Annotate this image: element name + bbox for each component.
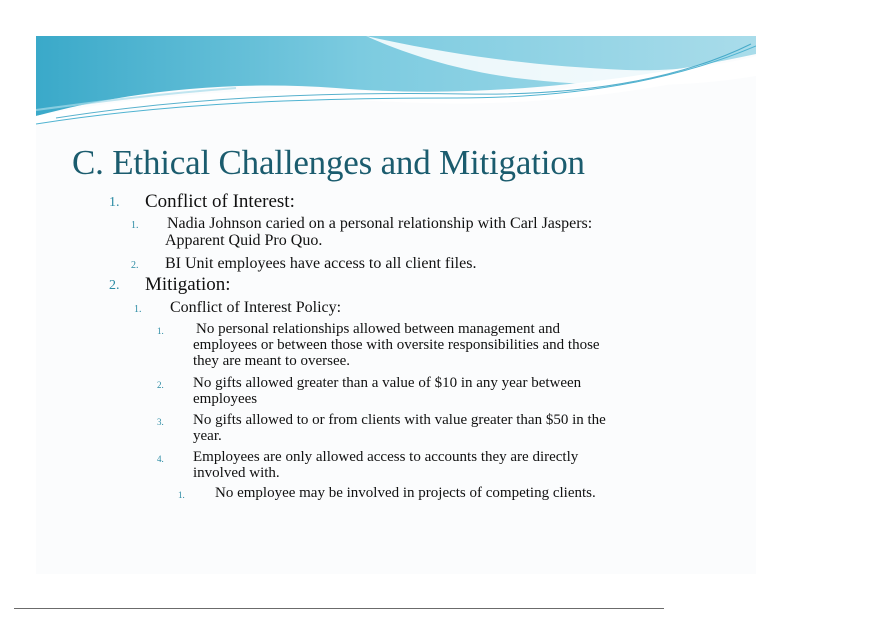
list-number: 2. [109,278,120,293]
list-item-text: No gifts allowed to or from clients with value greater than $50 in the year. [193,412,606,444]
list-number: 1. [157,326,164,336]
list-number: 3. [157,417,164,427]
list-number: 1. [134,304,142,315]
list-item-text: Employees are only allowed access to accounts they are directly involved with. [193,449,579,481]
list-number: 1. [109,195,120,210]
list-number: 1. [178,490,185,500]
list-item-text: Conflict of Interest: [145,191,295,212]
list-item-text: Mitigation: [145,274,231,295]
slide-title: C. Ethical Challenges and Mitigation [72,143,585,182]
list-number: 2. [131,260,139,271]
list-item-text: No personal relationships allowed between management and employees or between those with oversite responsibilities and those they are meant to oversee. [193,321,600,369]
list-item-text: BI Unit employees have access to all client files. [165,255,477,272]
list-item-text: Nadia Johnson caried on a personal relationship with Carl Jaspers: Apparent Quid Pro Quo. [165,215,593,249]
list-number: 1. [131,220,139,231]
list-item-text: Conflict of Interest Policy: [170,299,342,316]
footer-divider [14,608,664,609]
header-wave-decoration [36,36,756,146]
list-item-text: No gifts allowed greater than a value of $10 in any year between employees [193,375,582,407]
list-item-text: No employee may be involved in projects of competing clients. [215,485,596,501]
list-number: 2. [157,380,164,390]
list-number: 4. [157,454,164,464]
